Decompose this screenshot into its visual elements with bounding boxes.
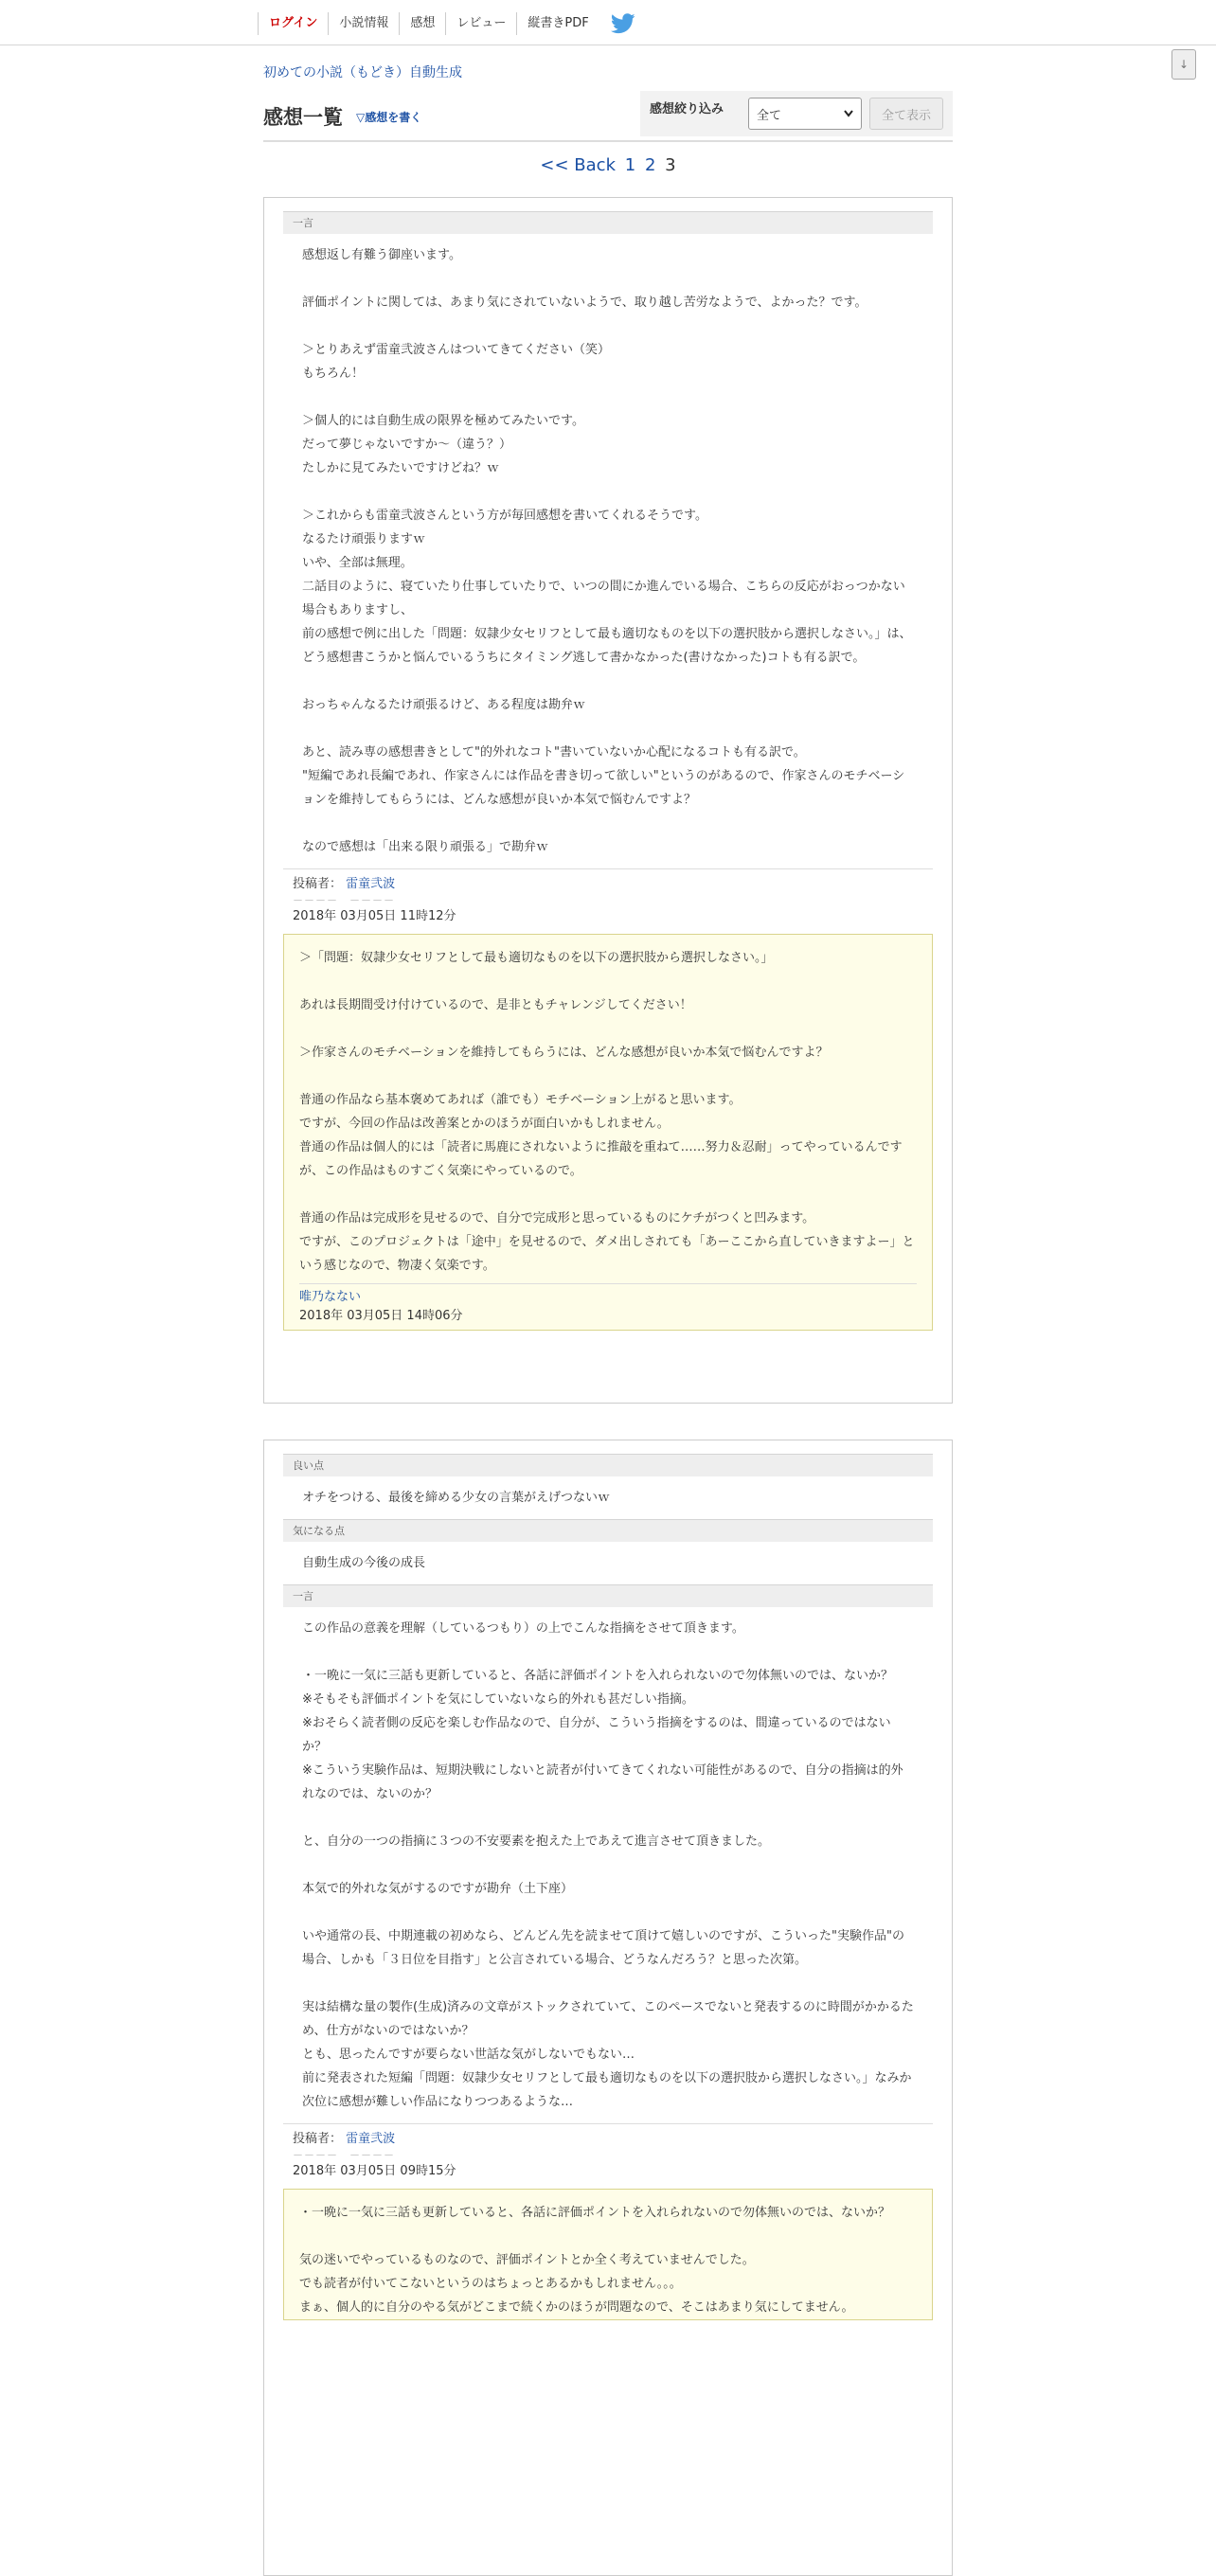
review-link[interactable]: レビュー: [445, 12, 516, 35]
vertical-pdf-link[interactable]: 縦書きPDF: [516, 12, 599, 35]
comment-date: 2018年 03月05日 09時15分: [293, 2164, 456, 2178]
page-title: 感想一覧: [263, 106, 343, 129]
poster-name-link[interactable]: 雷童弐波: [346, 877, 396, 891]
comment-meta: [283, 2123, 933, 2183]
chevron-down-icon: [844, 110, 853, 117]
twitter-share-link[interactable]: [599, 13, 646, 34]
show-all-button[interactable]: 全て表示: [869, 98, 943, 130]
pagination-back-link[interactable]: << Back: [540, 155, 617, 175]
top-navigation-bar: [0, 0, 1216, 45]
write-impression-link[interactable]: ▽感想を書く: [356, 111, 422, 124]
pagination: [263, 155, 953, 175]
filter-label: 感想絞り込み: [650, 102, 724, 116]
comment-date: 2018年 03月05日 11時12分: [293, 909, 456, 923]
twitter-bird-icon: [611, 13, 635, 34]
filter-selected-value: 全て: [757, 108, 782, 123]
comment-text: この作品の意義を理解（しているつもり）の上でこんな指摘をさせて頂きます。 ・一晩に一気に三話も更新していると、各話に評価ポイントを入れられないので勿体無いのでは、ないか？ ※そもそも評価ポイントを気にしていないなら的外れも甚だしい指摘。 ※おそらく読者側の反応を楽しむ作品なので、自分が、こういう指摘をするのは、間違っているのではないか？ ※こういう実験作品は、短期決戦にしないと読者が付いてきてくれない可能性があるので、自分の指摘は的外れなのでは、ないのか？ と、自分の一つの指摘に３つの不安要素を抱えた上であえて進言させて頂きました。 本気で的外れな気がするのですが勘弁（土下座） いや通常の長、中期連載の初めなら、どんどん先を読ませて頂けて嬉しいのですが、こういった"実験作品"の場合、しかも「３日位を目指す」と公言されている場合、どうなんだろう？と思った次第。 実は結構な量の製作(生成)済みの文章がストックされていて、このペースでないと発表するのに時間がかかるため、仕方がないのではないか？ とも、思ったんですが要らない世話な気がしないでもない… 前に発表された短編「問題：奴隷少女セリフとして最も適切なものを以下の選択肢から選択しなさい。」なみか次位に感想が難しい作品になりつつあるような…: [302, 1621, 914, 2109]
section-heading: 気になる点: [283, 1519, 933, 1542]
separator-dashes: －－－－ －－－－: [293, 2149, 395, 2161]
poster-label: 投稿者：: [293, 2132, 343, 2146]
separator-dashes: －－－－ －－－－: [293, 894, 395, 906]
poster-label: 投稿者：: [293, 877, 343, 891]
scroll-down-button[interactable]: ↓: [1171, 49, 1196, 80]
global-nav: [258, 9, 646, 38]
reply-text: ＞「問題：奴隷少女セリフとして最も適切なものを以下の選択肢から選択しなさい。」 あれは長期間受け付けているので、是非ともチャレンジしてください！ ＞作家さんのモチベーションを維持してもらうには、どんな感想が良いか本気で悩むんですよ？ 普通の作品なら基本褒めてあれば（誰でも）モチベーション上がると思います。 ですが、今回の作品は改善案とかのほうが面白いかもしれません。 普通の作品は個人的には「読者に馬鹿にされないように推敲を重ねて……努力＆忍耐」ってやっているんですが、この作品はものすごく気楽にやっているので。 普通の作品は完成形を見せるので、自分で完成形と思っているものにケチがつくと凹みます。 ですが、このプロジェクトは「途中」を見せるので、ダメ出しされても「あーここから直していきますよー」という感じなので、物凄く気楽です。: [299, 951, 915, 1273]
reply-date: 2018年 03月05日 14時06分: [299, 1309, 463, 1323]
author-reply: [283, 2189, 933, 2320]
reply-author-link[interactable]: 唯乃なない: [299, 1290, 362, 1304]
pagination-page-1[interactable]: 1: [624, 155, 636, 175]
pagination-page-2[interactable]: 2: [644, 155, 656, 175]
poster-name-link[interactable]: 雷童弐波: [346, 2132, 396, 2146]
comment-card: [263, 197, 953, 1404]
reply-text: ・一晩に一気に三話も更新していると、各話に評価ポイントを入れられないので勿体無いのでは、ないか？ 気の迷いでやっているものなので、評価ポイントとか全く考えていませんでした。 でも読者が付いてこないというのはちょっとあるかもしれません。。。 まぁ、個人的に自分のやる気がどこまで続くかのほうが問題なので、そこはあまり気にしてません。: [299, 2206, 891, 2315]
section-heading: 一言: [283, 1584, 933, 1607]
reply-meta: [299, 1283, 917, 1330]
concerns-text: 自動生成の今後の成長: [302, 1556, 426, 1570]
login-link[interactable]: ログイン: [258, 12, 328, 35]
section-heading: 良い点: [283, 1454, 933, 1476]
section-heading: 一言: [283, 211, 933, 234]
pagination-current-page: 3: [665, 155, 676, 175]
comment-card: [263, 1440, 953, 2576]
comment-text: 感想返し有難う御座います。 評価ポイントに関しては、あまり気にされていないようで、取り越し苦労なようで、よかった？です。 ＞とりあえず雷童弐波さんはついてきてください（笑） もちろん！ ＞個人的には自動生成の限界を極めてみたいです。 だって夢じゃないですか～（違う？） たしかに見てみたいですけどね？ｗ ＞これからも雷童弐波さんという方が毎回感想を書いてくれるそうです。 なるたけ頑張りますｗ いや、全部は無理。 二話目のように、寝ていたり仕事していたりで、いつの間にか進んでいる場合、こちらの反応がおっつかない場合もありますし、 前の感想で例に出した「問題：奴隷少女セリフとして最も適切なものを以下の選択肢から選択しなさい。」は、どう感想書こうかと悩んでいるうちにタイミング逃して書かなかった(書けなかった)コトも有る訳で。 おっちゃんなるたけ頑張るけど、ある程度は勘弁ｗ あと、読み専の感想書きとして"的外れなコト"書いていないか心配になるコトも有る訳で。 "短編であれ長編であれ、作家さんには作品を書き切って欲しい"というのがあるので、作家さんのモチベーションを維持してもらうには、どんな感想が良いか本気で悩むんですよ？ なので感想は「出来る限り頑張る」で勘弁ｗ: [302, 248, 912, 854]
filter-panel: [640, 91, 953, 136]
novel-info-link[interactable]: 小説情報: [328, 12, 399, 35]
impressions-link[interactable]: 感想: [399, 12, 445, 35]
author-reply: [283, 934, 933, 1331]
comment-meta: [283, 868, 933, 928]
good-points-text: オチをつける、最後を締める少女の言葉がえげつないｗ: [302, 1491, 611, 1505]
divider: [263, 140, 953, 142]
novel-title-link[interactable]: 初めての小説（もどき）自動生成: [263, 65, 462, 80]
filter-select[interactable]: [748, 98, 862, 130]
